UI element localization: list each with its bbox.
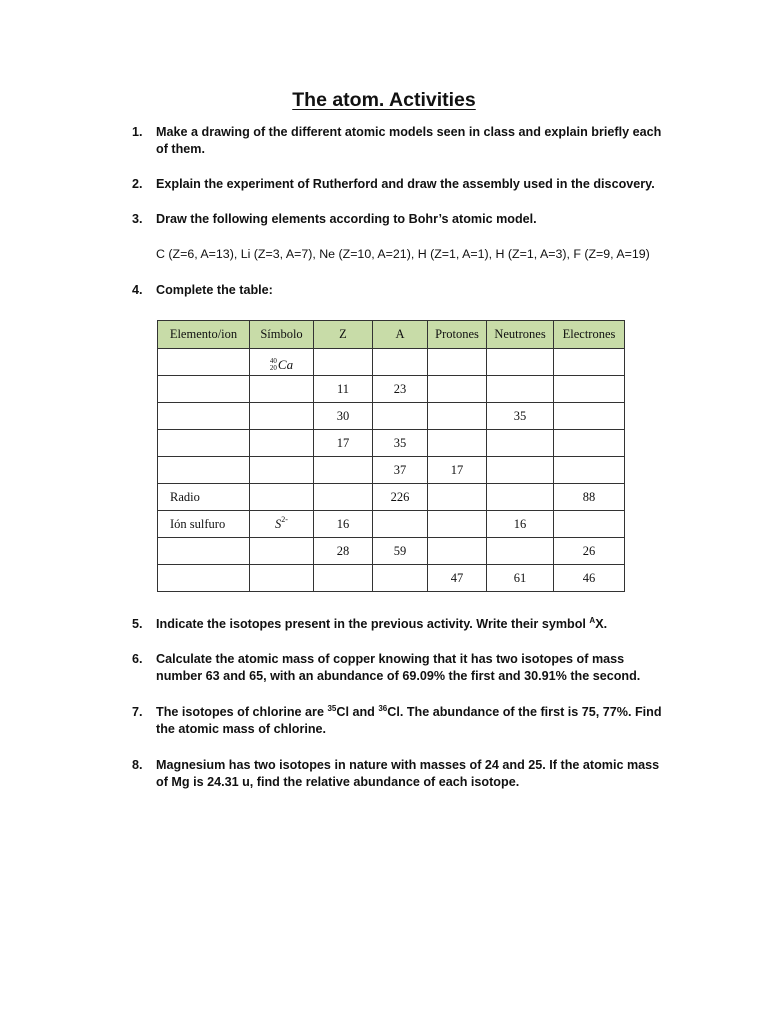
activity-text: Make a drawing of the different atomic models seen in class and explain briefly each of them. <box>156 125 662 156</box>
table-cell <box>373 511 428 538</box>
mass-number: 40 <box>269 356 277 365</box>
atomic-number: 20 <box>269 363 277 372</box>
header-cell: Electrones <box>554 321 625 349</box>
table-cell: 37 <box>373 457 428 484</box>
table-cell <box>250 457 314 484</box>
table-cell: 35 <box>487 403 554 430</box>
table-cell: 23 <box>373 376 428 403</box>
table-cell: 226 <box>373 484 428 511</box>
table-cell <box>373 565 428 592</box>
table-cell <box>428 484 487 511</box>
activity-text: Calculate the atomic mass of copper knowing that it has two isotopes of mass number 63 and 65, with an abundance of 69.09% the first and 30.91% the second. <box>156 652 641 683</box>
table-cell: 11 <box>314 376 373 403</box>
header-cell: Símbolo <box>250 321 314 349</box>
superscript: 36 <box>378 704 388 713</box>
activity-text <box>156 704 668 738</box>
table-cell: 47 <box>428 565 487 592</box>
table-cell: 17 <box>314 430 373 457</box>
table-cell <box>250 484 314 511</box>
activity-number: 1. <box>132 125 143 139</box>
table-cell <box>373 349 428 376</box>
activity-number: 7. <box>132 705 143 719</box>
element-letters: Ca <box>277 356 294 372</box>
table-cell <box>428 403 487 430</box>
table-row <box>158 349 625 376</box>
activity-text: Explain the experiment of Rutherford and draw the assembly used in the discovery. <box>156 177 655 191</box>
table-row <box>158 376 625 403</box>
text-part: X. <box>595 617 608 631</box>
table-cell: 59 <box>373 538 428 565</box>
header-cell: Neutrones <box>487 321 554 349</box>
table-cell <box>487 457 554 484</box>
table-cell <box>314 565 373 592</box>
superscript: 35 <box>327 704 337 713</box>
table-cell <box>487 430 554 457</box>
text-part: Cl and <box>336 705 379 719</box>
table-cell: 26 <box>554 538 625 565</box>
table-cell: 16 <box>314 511 373 538</box>
activity-number: 2. <box>132 177 143 191</box>
activity-text: Complete the table: <box>156 283 273 297</box>
text-part: Cl. The abundance of the first is 75, 77%. Find the atomic mass of chlorine. <box>156 705 662 736</box>
table-cell <box>158 349 250 376</box>
table-cell <box>428 349 487 376</box>
table-cell <box>158 430 250 457</box>
table-row <box>158 430 625 457</box>
sulfide-symbol <box>275 514 288 531</box>
table-cell <box>487 484 554 511</box>
table-cell <box>554 349 625 376</box>
table-cell <box>250 430 314 457</box>
activity-number: 8. <box>132 758 143 772</box>
table-cell <box>554 403 625 430</box>
table-row <box>158 511 625 538</box>
table-cell: 17 <box>428 457 487 484</box>
superscript: A <box>589 616 596 625</box>
table-row <box>158 403 625 430</box>
table-header-row <box>158 321 625 349</box>
table-cell <box>428 376 487 403</box>
table-cell <box>314 484 373 511</box>
table-cell <box>428 538 487 565</box>
table-row <box>158 538 625 565</box>
activity-text <box>156 616 668 633</box>
symbol-cell <box>250 349 314 376</box>
table-cell <box>487 538 554 565</box>
activity-number: 5. <box>132 617 143 631</box>
table-cell <box>158 457 250 484</box>
table-cell: 46 <box>554 565 625 592</box>
table-cell <box>487 376 554 403</box>
table-cell <box>158 403 250 430</box>
table-cell: 61 <box>487 565 554 592</box>
symbol-cell <box>250 511 314 538</box>
table-cell <box>250 538 314 565</box>
table-cell <box>428 511 487 538</box>
table-cell: Ión sulfuro <box>158 511 250 538</box>
header-cell: Elemento/ion <box>158 321 250 349</box>
calcium-symbol <box>270 357 293 373</box>
table-cell <box>373 403 428 430</box>
table-cell: 16 <box>487 511 554 538</box>
table-cell: 30 <box>314 403 373 430</box>
table-cell: 35 <box>373 430 428 457</box>
table-row <box>158 484 625 511</box>
table-cell <box>428 430 487 457</box>
activity-number: 4. <box>132 283 143 297</box>
header-cell: Protones <box>428 321 487 349</box>
element-letter: S <box>275 516 282 531</box>
table-cell <box>554 511 625 538</box>
table-row <box>158 457 625 484</box>
activity-text: Magnesium has two isotopes in nature with masses of 24 and 25. If the atomic mass of Mg is 24.31 u, find the relative abundance of each isotope. <box>156 758 660 789</box>
table-cell <box>158 376 250 403</box>
table-cell <box>314 349 373 376</box>
atom-table <box>157 320 625 592</box>
table-row <box>158 565 625 592</box>
header-cell: A <box>373 321 428 349</box>
text-part: Indicate the isotopes present in the previous activity. Write their symbol <box>156 617 590 631</box>
table-cell <box>158 538 250 565</box>
table-cell <box>487 349 554 376</box>
table-cell <box>554 376 625 403</box>
activity-number: 3. <box>132 212 143 226</box>
table-cell <box>314 457 373 484</box>
table-cell <box>250 376 314 403</box>
ion-charge: 2- <box>281 514 288 524</box>
table-cell <box>554 430 625 457</box>
table-cell: 88 <box>554 484 625 511</box>
table-cell <box>250 565 314 592</box>
activity-number: 6. <box>132 652 143 666</box>
table-cell <box>250 403 314 430</box>
elements-list: C (Z=6, A=13), Li (Z=3, A=7), Ne (Z=10, A=21), H (Z=1, A=1), H (Z=1, A=3), F (Z=9, A=19) <box>156 247 650 261</box>
table-cell <box>554 457 625 484</box>
text-part: The isotopes of chlorine are <box>156 705 328 719</box>
page-title: The atom. Activities <box>292 89 476 111</box>
table-cell <box>158 565 250 592</box>
activity-text: Draw the following elements according to Bohr’s atomic model. <box>156 212 537 226</box>
isotope-numbers <box>270 358 277 372</box>
table-cell: Radio <box>158 484 250 511</box>
table-cell: 28 <box>314 538 373 565</box>
header-cell: Z <box>314 321 373 349</box>
